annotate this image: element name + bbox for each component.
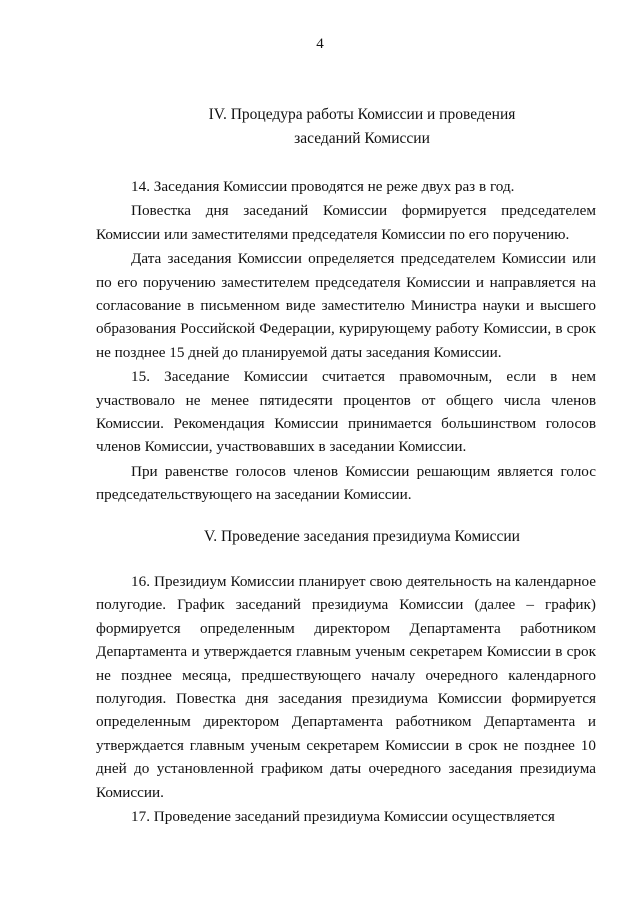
- paragraph-agenda: Повестка дня заседаний Комиссии формируется председателем Комиссии или заместителями председателя Комиссии по его поручению.: [96, 202, 596, 243]
- paragraph-15: 15. Заседание Комиссии считается правомочным, если в нем участвовало не менее пятидесяти процентов от общего числа членов Комиссии. Рекомендация Комиссии принимается большинством голосов членов Комиссии, участвовавших в заседании Комиссии.: [96, 368, 596, 456]
- paragraph-14: 14. Заседания Комиссии проводятся не реже двух раз в год.: [131, 178, 515, 195]
- section-4-title-line-1: IV. Процедура работы Комиссии и проведения: [208, 106, 516, 123]
- section-4-body: [96, 175, 596, 507]
- section-5-body: [96, 570, 596, 828]
- paragraph-tie-vote: При равенстве голосов членов Комиссии решающим является голос председательствующего на заседании Комиссии.: [96, 462, 596, 504]
- page-number: 4: [316, 36, 324, 52]
- section-5-title: V. Проведение заседания президиума Комиссии: [204, 528, 520, 545]
- paragraph-17: 17. Проведение заседаний президиума Комиссии осуществляется: [131, 808, 555, 826]
- paragraph-16: 16. Президиум Комиссии планирует свою деятельность на календарное полугодие. График заседаний президиума Комиссии (далее – график) формируется определенным директором Департамента работником Департамента и утверждается главным ученым секретарем Комиссии в срок не позднее месяца, предшествующего началу очередного календарного полугодия. Повестка дня заседания президиума Комиссии формируется определенным директором Департамента работником Департамента и утверждается главным ученым секретарем Комиссии в срок не позднее 10 дней до установленной графиком даты очередного заседания президиума Комиссии.: [96, 573, 596, 801]
- paragraph-date: Дата заседания Комиссии определяется председателем Комиссии или по его поручению заместителем председателя Комиссии и направляется на согласование в письменном виде заместителю Министра науки и высшего образования Российской Федерации, курирующему работу Комиссии, в срок не позднее 15 дней до планируемой даты заседания Комиссии.: [96, 250, 596, 361]
- section-4-title-line-2: заседаний Комиссии: [294, 130, 430, 147]
- section-4-title: [0, 103, 640, 151]
